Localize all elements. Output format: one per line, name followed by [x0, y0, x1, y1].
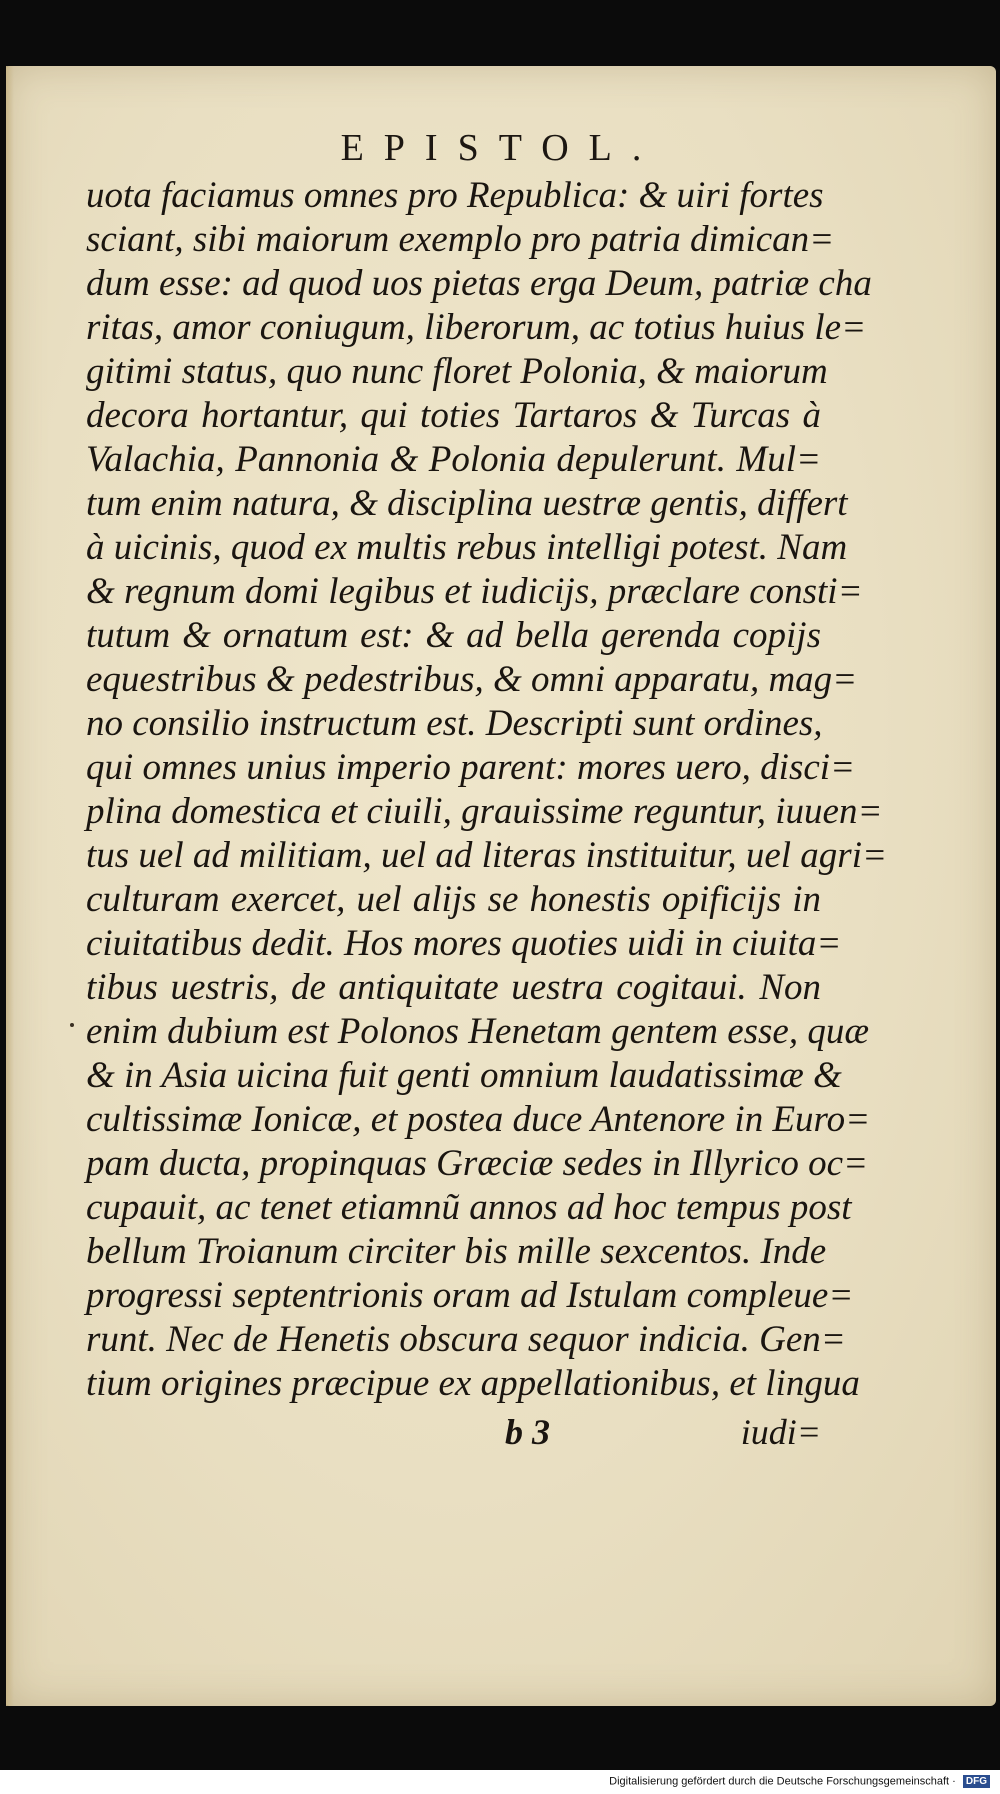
text-line: tutum & ornatum est: & ad bella gerenda copijs — [86, 615, 821, 656]
text-block — [86, 174, 887, 1406]
text-line: à uicinis, quod ex multis rebus intelligi potest. Nam — [86, 527, 848, 568]
text-line: sciant, sibi maiorum exemplo pro patria dimican= — [86, 219, 835, 260]
text-line: cupauit, ac tenet etiamnũ annos ad hoc tempus post — [86, 1187, 852, 1228]
margin-mark — [70, 1023, 74, 1027]
text-line: ciuitatibus dedit. Hos mores quoties uidi in ciuita= — [86, 923, 842, 964]
text-line: & regnum domi legibus et iudicijs, præclare consti= — [86, 571, 863, 612]
page-edge-shadow — [6, 66, 14, 1706]
text-line: Valachia, Pannonia & Polonia depulerunt. Mul= — [86, 439, 821, 480]
text-line: cultissimæ Ionicæ, et postea duce Antenore in Euro= — [86, 1099, 871, 1140]
text-line: pam ducta, propinquas Græciæ sedes in Illyrico oc= — [86, 1143, 869, 1184]
text-line: progressi septentrionis oram ad Istulam compleue= — [86, 1275, 854, 1316]
text-line: enim dubium est Polonos Henetam gentem esse, quæ — [86, 1011, 870, 1052]
page-footer — [86, 1411, 821, 1455]
digitization-credit — [609, 1775, 990, 1788]
text-line: decora hortantur, qui toties Tartaros & Turcas à — [86, 395, 821, 436]
text-line: ritas, amor coniugum, liberorum, ac totius huius le= — [86, 307, 867, 348]
text-line: tum enim natura, & disciplina uestræ gentis, differt — [86, 483, 848, 524]
text-line: & in Asia uicina fuit genti omnium laudatissimæ & — [86, 1055, 842, 1096]
text-line: bellum Troianum circiter bis mille sexcentos. Inde — [86, 1231, 827, 1272]
text-line: equestribus & pedestribus, & omni apparatu, mag= — [86, 659, 858, 700]
text-line: tus uel ad militiam, uel ad literas instituitur, uel agri= — [86, 835, 887, 876]
text-line: no consilio instructum est. Descripti sunt ordines, — [86, 703, 823, 744]
text-line: qui omnes unius imperio parent: mores uero, disci= — [86, 747, 856, 788]
text-line: tium origines præcipue ex appellationibus, et lingua — [86, 1363, 860, 1404]
text-line: gitimi status, quo nunc floret Polonia, & maiorum — [86, 351, 828, 392]
catchword: iudi= — [740, 1412, 821, 1452]
credit-text: Digitalisierung gefördert durch die Deutsche Forschungsgemeinschaft · — [609, 1775, 956, 1788]
text-line: uota faciamus omnes pro Republica: & uiri fortes — [86, 175, 824, 216]
running-head: EPISTOL. — [340, 127, 662, 169]
text-line: culturam exercet, uel alijs se honestis opificijs in — [86, 879, 821, 920]
text-line: dum esse: ad quod uos pietas erga Deum, patriæ cha — [86, 263, 872, 304]
text-line: runt. Nec de Henetis obscura sequor indicia. Gen= — [86, 1319, 846, 1360]
text-line: tibus uestris, de antiquitate uestra cogitaui. Non — [86, 967, 821, 1008]
signature-mark: b 3 — [505, 1412, 550, 1452]
book-page — [6, 66, 996, 1706]
text-line: plina domestica et ciuili, grauissime reguntur, iuuen= — [86, 791, 883, 832]
dfg-logo: DFG — [963, 1775, 990, 1788]
